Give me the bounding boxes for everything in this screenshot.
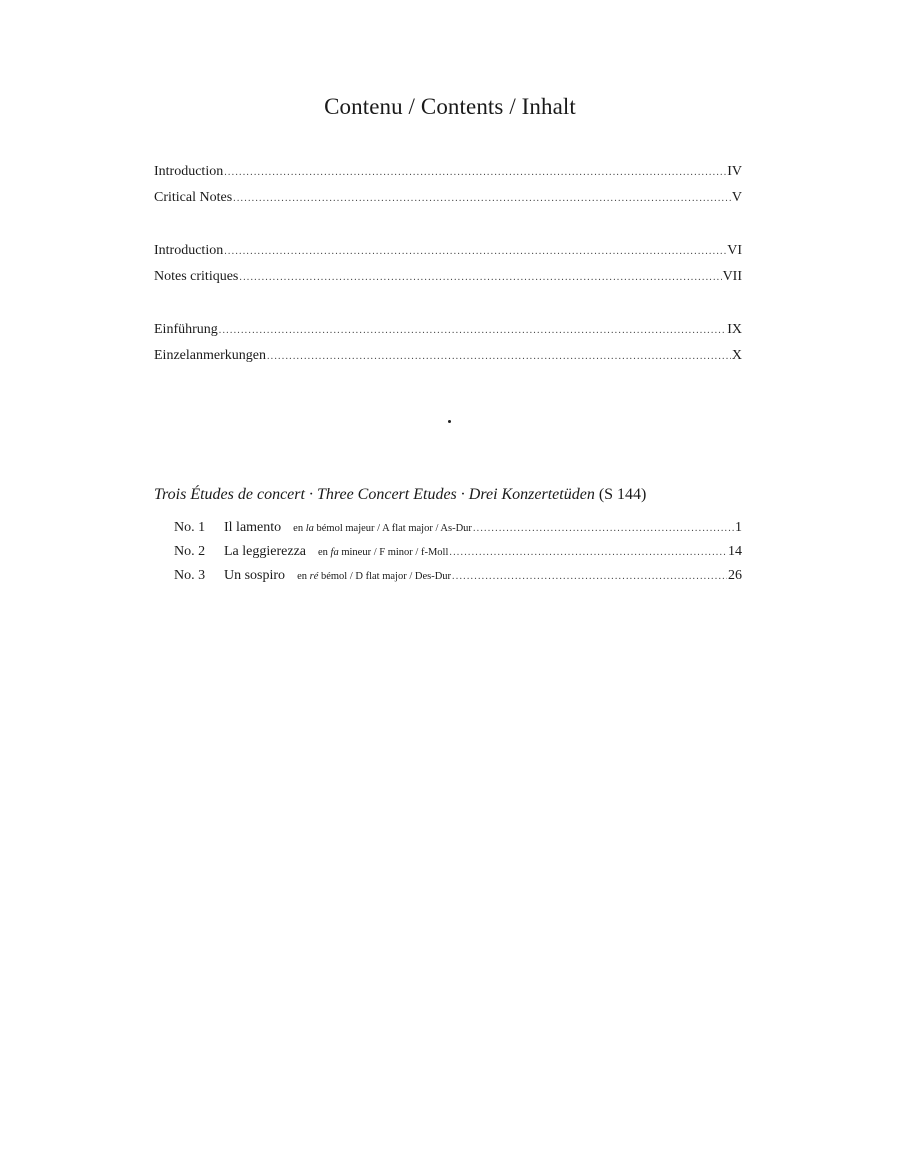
section-separator-dot [448,420,451,423]
etude-key-note: la [305,523,314,534]
toc-entry-page: VI [727,243,742,258]
etude-key [297,571,451,582]
toc-entry-page: X [731,348,742,363]
toc-entry [154,164,742,190]
toc-entry [154,322,742,348]
toc-entry-page: IV [727,164,742,179]
etude-number: No. 2 [174,544,206,559]
etude-name: Il lamento [224,520,282,535]
etude-key-note: ré [309,571,319,582]
etude-list [174,520,742,592]
dot-leader [239,272,721,283]
etude-key-note: fa [330,547,339,558]
toc-group-french [154,243,742,295]
etude-page: 14 [728,544,742,559]
toc-entry-label: Critical Notes [154,190,233,205]
etude-key-prefix: en [318,547,328,558]
toc-entry-label: Einzelanmerkungen [154,348,266,363]
page-title: Contenu / Contents / Inhalt [324,94,576,119]
etude-key [318,547,448,558]
etude-name: Un sospiro [224,568,286,583]
etude-entry [174,544,742,568]
toc-entry-label: Introduction [154,243,224,258]
work-title-text: Trois Études de concert · Three Concert Etudes · Drei Konzertetüden [154,486,595,503]
dot-leader [233,193,731,204]
etude-key-prefix: en [293,523,304,534]
etude-page: 1 [735,520,742,535]
etude-key-prefix: en [297,571,307,582]
dot-leader [267,351,731,362]
toc-entry-page: IX [727,322,742,337]
toc-entry [154,190,742,216]
toc-group-german [154,322,742,374]
dot-leader [224,246,726,257]
dot-leader [219,325,726,336]
dot-leader [473,523,734,534]
etude-number: No. 1 [174,520,206,535]
toc-entry-page: V [731,190,742,205]
work-title [154,486,646,504]
toc-entry-page: VII [722,269,742,284]
etude-key-rest: bémol / D flat major / Des-Dur [320,571,452,582]
toc-entry-label: Introduction [154,164,224,179]
etude-page: 26 [728,568,742,583]
toc-entry [154,348,742,374]
dot-leader [452,571,727,582]
toc-entry-label: Einführung [154,322,218,337]
etude-key-rest: mineur / F minor / f-Moll [341,547,449,558]
toc-entry [154,269,742,295]
etude-number: No. 3 [174,568,206,583]
toc-entry [154,243,742,269]
etude-entry [174,568,742,592]
toc-group-english [154,164,742,216]
work-catalog-number: (S 144) [598,486,647,503]
etude-key [293,523,472,534]
toc-entry-label: Notes critiques [154,269,239,284]
etude-entry [174,520,742,544]
dot-leader [224,167,726,178]
dot-leader [449,547,727,558]
etude-name: La leggierezza [224,544,306,559]
etude-key-rest: bémol majeur / A flat major / As-Dur [316,523,472,534]
